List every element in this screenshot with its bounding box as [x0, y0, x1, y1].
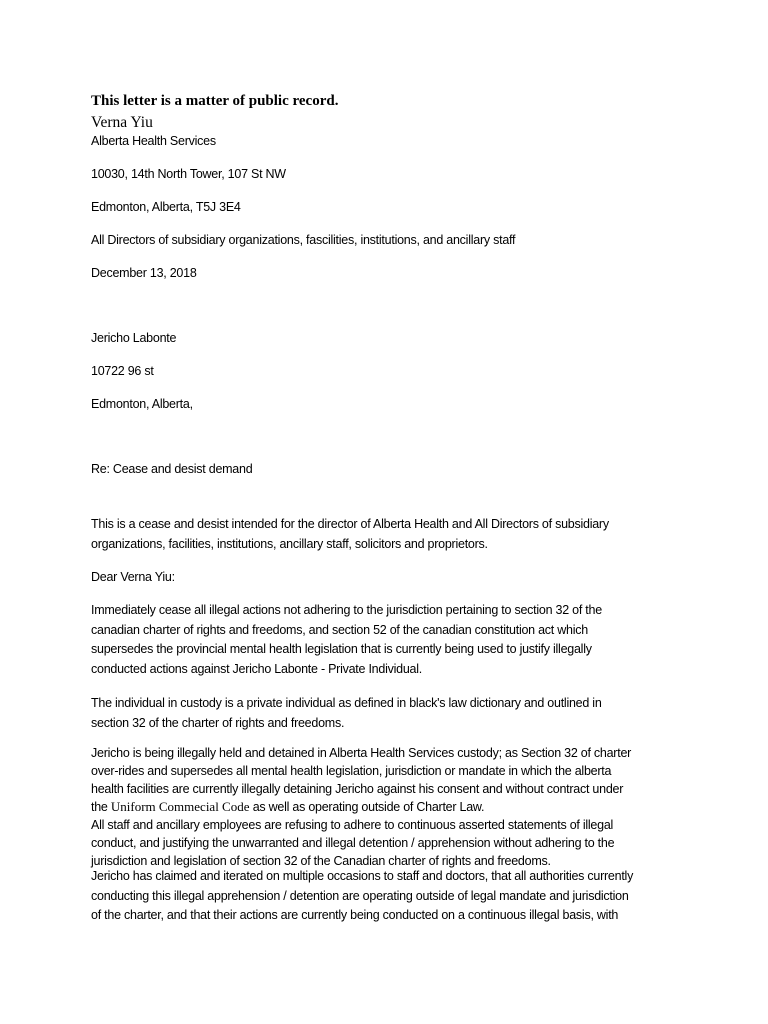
paragraph-2-line-2: section 32 of the charter of rights and freedoms.	[91, 715, 345, 730]
sender-address-line2: Edmonton, Alberta, T5J 3E4	[91, 200, 241, 214]
paragraph-2-line-1: The individual in custody is a private individual as defined in black's law dictionary and outlined in	[91, 696, 602, 710]
intro-line-1: This is a cease and desist intended for the director of Alberta Health and All Directors of subsidiary	[91, 517, 609, 531]
recipient-name: Jericho Labonte	[91, 331, 177, 345]
sender-organization: Alberta Health Services	[91, 134, 216, 148]
recipients-group: All Directors of subsidiary organizations, fascilities, institutions, and ancillary staff	[91, 233, 516, 247]
paragraph-2	[91, 694, 691, 733]
recipient-address-line2: Edmonton, Alberta,	[91, 397, 193, 411]
paragraph-3-line-3: health facilities are currently illegally detaining Jericho against his consent and without contract under	[91, 781, 624, 796]
paragraph-3-line-5: All staff and ancillary employees are refusing to adhere to continuous asserted statements of illegal	[91, 818, 614, 833]
sender-name: Verna Yiu	[91, 114, 153, 131]
paragraph-4	[91, 867, 691, 926]
salutation: Dear Verna Yiu:	[91, 570, 175, 584]
paragraph-3-line-4-post: as well as operating outside of Charter Law.	[249, 800, 485, 815]
paragraph-3-line-2: over-rides and supersedes all mental health legislation, jurisdiction or mandate in which the alberta	[91, 763, 612, 778]
paragraph-3-line-7: jurisdiction and legislation of section 32 of the Canadian charter of rights and freedoms.	[91, 853, 551, 868]
subject-line: Re: Cease and desist demand	[91, 462, 253, 476]
sender-address-line1: 10030, 14th North Tower, 107 St NW	[91, 167, 286, 181]
intro-line-2: organizations, facilities, institutions, ancillary staff, solicitors and proprietors.	[91, 536, 488, 551]
paragraph-1-line-2: canadian charter of rights and freedoms, and section 52 of the canadian constitution act which	[91, 622, 588, 637]
paragraph-1	[91, 601, 691, 679]
paragraph-4-line-2: conducting this illegal apprehension / detention are operating outside of legal mandate and jurisdiction	[91, 888, 629, 903]
public-record-notice: This letter is a matter of public record.	[91, 93, 339, 109]
uniform-commercial-code-text: Uniform Commecial Code	[110, 799, 250, 815]
paragraph-4-line-1: Jericho has claimed and iterated on multiple occasions to staff and doctors, that all authorities currently	[91, 869, 634, 883]
paragraph-1-line-4: conducted actions against Jericho Labonte - Private Individual.	[91, 661, 422, 676]
paragraph-1-line-1: Immediately cease all illegal actions not adhering to the jurisdiction pertaining to section 32 of the	[91, 603, 602, 617]
paragraph-3-line-4-pre: the	[91, 800, 111, 815]
paragraph-1-line-3: supersedes the provincial mental health legislation that is currently being used to justify illegally	[91, 642, 592, 656]
paragraph-3-line-6: conduct, and justifying the unwarranted and illegal detention / apprehension without adhering to the	[91, 835, 615, 850]
paragraph-3-line-1: Jericho is being illegally held and detained in Alberta Health Services custody; as Section 32 of charter	[91, 746, 632, 760]
paragraph-3-line-4	[91, 798, 691, 817]
recipient-address-line1: 10722 96 st	[91, 364, 154, 378]
intro-paragraph	[91, 515, 691, 554]
letter-date: December 13, 2018	[91, 266, 197, 280]
paragraph-4-line-3: of the charter, and that their actions are currently being conducted on a continuous illegal basis, with	[91, 908, 619, 922]
paragraph-3	[91, 745, 691, 871]
